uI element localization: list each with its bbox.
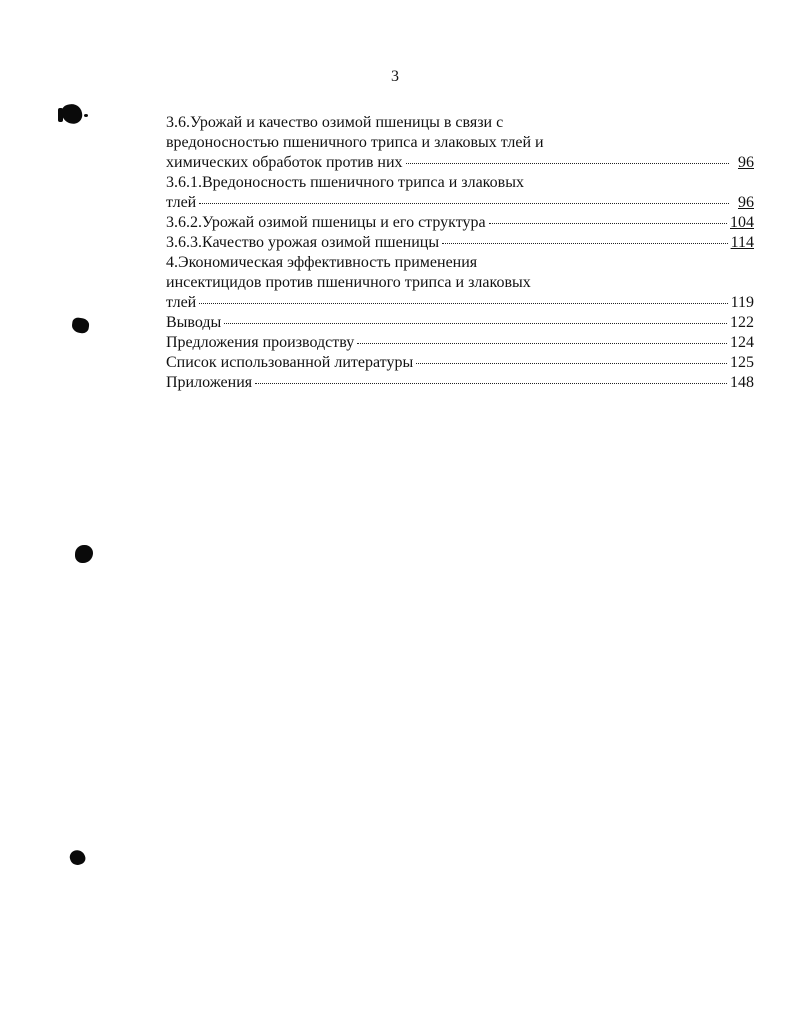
dot-leader xyxy=(199,203,729,204)
ink-blot xyxy=(71,317,90,334)
toc-entry-text: 3.6.3.Качество урожая озимой пшеницы xyxy=(166,234,440,251)
toc-entry xyxy=(166,233,754,253)
toc-entry xyxy=(166,333,754,353)
toc-text-line xyxy=(166,133,754,153)
toc-entry-text: тлей xyxy=(166,194,197,211)
toc-final-line xyxy=(166,333,754,353)
toc-entry-text: 3.6.2.Урожай озимой пшеницы и его структура xyxy=(166,214,486,231)
dot-leader xyxy=(416,363,727,364)
toc-final-line xyxy=(166,193,754,213)
toc-entry-text: тлей xyxy=(166,294,197,311)
toc-entry-text: 3.6.1.Вредоносность пшеничного трипса и злаковых xyxy=(166,174,524,191)
ink-blot xyxy=(75,545,93,563)
toc-page-number: 96 xyxy=(738,154,754,171)
toc-entry-text: Выводы xyxy=(166,314,222,331)
toc-entry xyxy=(166,173,754,213)
page-number: 3 xyxy=(391,68,399,85)
toc-entry-text: вредоносностью пшеничного трипса и злаковых тлей и xyxy=(166,134,544,151)
toc-entry-text: химических обработок против них xyxy=(166,154,403,171)
toc-entry-text: Приложения xyxy=(166,374,253,391)
toc-page-number: 125 xyxy=(730,354,754,371)
toc-final-line xyxy=(166,373,754,393)
toc-text-line xyxy=(166,173,754,193)
ink-blot xyxy=(68,848,87,867)
toc-text-line xyxy=(166,113,754,133)
toc-entry-text: 4.Экономическая эффективность применения xyxy=(166,254,478,271)
toc-entry-text: Предложения производству xyxy=(166,334,355,351)
ink-blot xyxy=(58,108,63,122)
toc-page-number: 119 xyxy=(730,294,754,311)
dot-leader xyxy=(406,163,729,164)
toc-entry xyxy=(166,213,754,233)
toc-entry xyxy=(166,313,754,333)
toc-page-number: 114 xyxy=(730,234,754,251)
toc-page-number: 122 xyxy=(730,314,754,331)
toc-entry-text: 3.6.Урожай и качество озимой пшеницы в связи с xyxy=(166,114,504,131)
toc-final-line xyxy=(166,293,754,313)
toc-entry xyxy=(166,353,754,373)
toc-final-line xyxy=(166,313,754,333)
toc-entry-text: Список использованной литературы xyxy=(166,354,414,371)
toc-page-number: 104 xyxy=(730,214,754,231)
dot-leader xyxy=(255,383,727,384)
toc-text-line xyxy=(166,273,754,293)
table-of-contents xyxy=(166,113,754,393)
toc-entry xyxy=(166,373,754,393)
toc-page-number: 148 xyxy=(730,374,754,391)
toc-final-line xyxy=(166,353,754,373)
dot-leader xyxy=(224,323,727,324)
dot-leader xyxy=(489,223,727,224)
toc-entry-text: инсектицидов против пшеничного трипса и злаковых xyxy=(166,274,531,291)
ink-blot xyxy=(60,102,84,126)
toc-final-line xyxy=(166,153,754,173)
dot-leader xyxy=(357,343,727,344)
toc-final-line xyxy=(166,213,754,233)
toc-final-line xyxy=(166,233,754,253)
toc-text-line xyxy=(166,253,754,273)
ink-blot xyxy=(84,114,88,117)
dot-leader xyxy=(199,303,727,304)
toc-page-number: 124 xyxy=(730,334,754,351)
toc-entry xyxy=(166,113,754,173)
toc-entry xyxy=(166,253,754,313)
toc-page-number: 96 xyxy=(738,194,754,211)
dot-leader xyxy=(442,243,727,244)
